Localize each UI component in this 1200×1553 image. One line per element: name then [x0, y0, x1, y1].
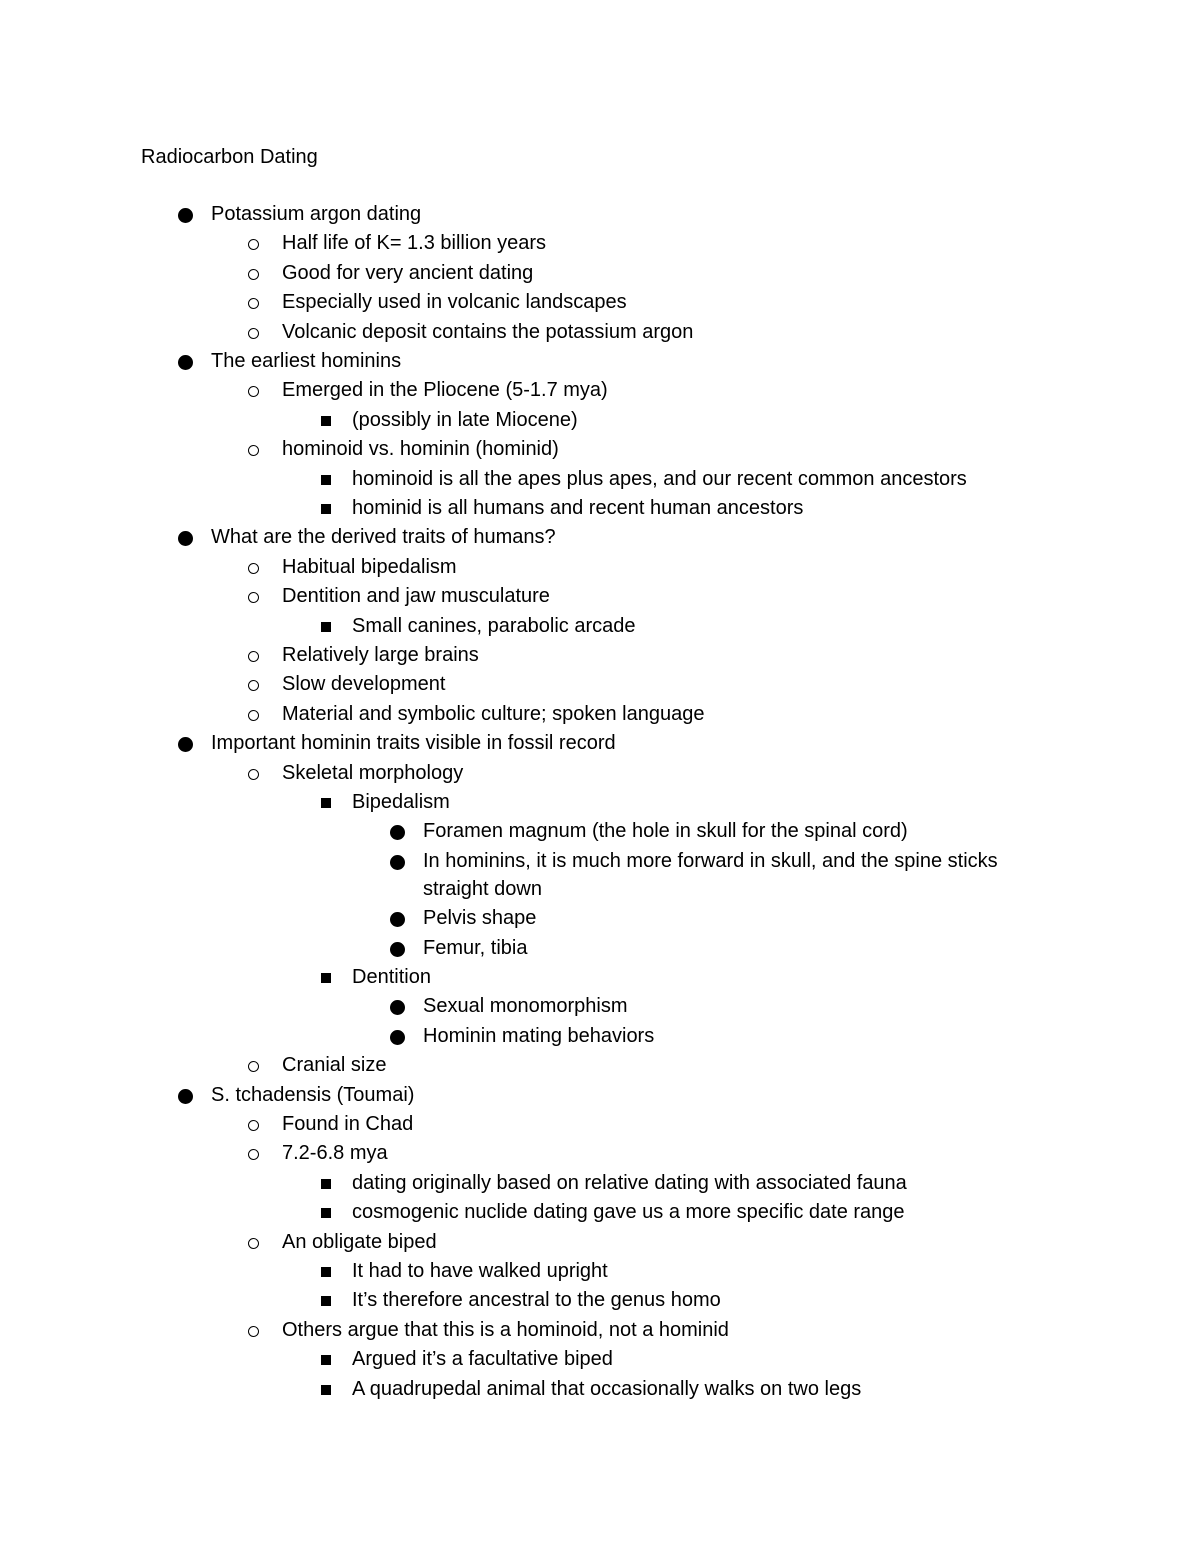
outline-item-text: Found in Chad: [282, 1112, 414, 1135]
outline-item-text: The earliest hominins: [211, 350, 402, 372]
outline-item-level-2: [0, 1139, 1200, 1168]
hollow-circle-bullet-icon: [248, 563, 259, 574]
square-bullet-icon: [321, 798, 331, 808]
square-bullet-icon: [321, 973, 331, 983]
hollow-circle-bullet-icon: [248, 1326, 259, 1337]
outline-item-level-2: [0, 1051, 1200, 1080]
outline-item-level-2: [0, 288, 1200, 317]
outline-item-level-2: [0, 582, 1200, 611]
filled-circle-bullet-icon: [390, 1000, 405, 1015]
hollow-circle-bullet-icon: [248, 328, 259, 339]
square-bullet-icon: [321, 416, 331, 426]
outline-item-level-3: [0, 1257, 1200, 1286]
filled-circle-bullet-icon: [390, 912, 405, 927]
outline-item-text: Small canines, parabolic arcade: [352, 614, 636, 637]
outline-item-level-3: [0, 1345, 1200, 1374]
hollow-circle-bullet-icon: [248, 769, 259, 780]
outline-item-text: Potassium argon dating: [211, 203, 422, 225]
outline-item-text: hominoid vs. hominin (hominid): [282, 438, 559, 461]
hollow-circle-bullet-icon: [248, 239, 259, 250]
outline-item-text: Relatively large brains: [282, 644, 479, 666]
outline-item-text: 7.2-6.8 mya: [282, 1142, 388, 1165]
hollow-circle-bullet-icon: [248, 651, 259, 662]
filled-circle-bullet-icon: [178, 1089, 193, 1104]
outline-item-text: Foramen magnum (the hole in skull for the spinal cord): [423, 820, 908, 843]
outline-item-level-3: [0, 406, 1200, 435]
hollow-circle-bullet-icon: [248, 1120, 259, 1131]
outline-item-level-2: [0, 759, 1200, 788]
outline-item-level-4: [0, 934, 1200, 963]
hollow-circle-bullet-icon: [248, 710, 259, 721]
outline-item-text: Sexual monomorphism: [423, 995, 628, 1018]
square-bullet-icon: [321, 1296, 331, 1306]
outline-item-text: In hominins, it is much more forward in skull, and the spine sticks: [423, 849, 998, 872]
hollow-circle-bullet-icon: [248, 1149, 259, 1160]
outline-item-text: Habitual bipedalism: [282, 555, 457, 578]
hollow-circle-bullet-icon: [248, 386, 259, 397]
document-title: Radiocarbon Dating: [141, 146, 318, 168]
outline-item-level-3: [0, 1375, 1200, 1404]
hollow-circle-bullet-icon: [248, 1061, 259, 1072]
hollow-circle-bullet-icon: [248, 1238, 259, 1249]
outline-item-level-3: [0, 465, 1200, 494]
filled-circle-bullet-icon: [390, 825, 405, 840]
hollow-circle-bullet-icon: [248, 269, 259, 280]
square-bullet-icon: [321, 475, 331, 485]
outline-item-level-4: [0, 817, 1200, 846]
outline-item-text: An obligate biped: [282, 1230, 437, 1253]
outline-item-level-1: [0, 523, 1200, 552]
outline-item-level-2: [0, 318, 1200, 347]
outline-item-text: Skeletal morphology: [282, 761, 464, 784]
outline-item-text: Especially used in volcanic landscapes: [282, 291, 627, 314]
outline-item-level-2: [0, 435, 1200, 464]
outline-item-text: Femur, tibia: [423, 936, 528, 959]
outline-item-level-2: [0, 1228, 1200, 1257]
outline-item-level-2: [0, 670, 1200, 699]
filled-circle-bullet-icon: [178, 355, 193, 370]
outline-item-text: What are the derived traits of humans?: [211, 526, 556, 549]
hollow-circle-bullet-icon: [248, 445, 259, 456]
outline-item-level-2: [0, 1316, 1200, 1345]
outline-item-text: Dentition and jaw musculature: [282, 585, 550, 608]
hollow-circle-bullet-icon: [248, 592, 259, 603]
filled-circle-bullet-icon: [178, 737, 193, 752]
outline-item-text: (possibly in late Miocene): [352, 408, 578, 431]
outline-item-text: A quadrupedal animal that occasionally walks on two legs: [352, 1377, 862, 1400]
outline-item-text: Material and symbolic culture; spoken language: [282, 702, 705, 725]
outline-item-level-2: [0, 229, 1200, 258]
outline-item-text: It’s therefore ancestral to the genus homo: [352, 1289, 721, 1312]
outline-item-level-2: [0, 1110, 1200, 1139]
outline-item-level-3: [0, 1286, 1200, 1315]
filled-circle-bullet-icon: [390, 1030, 405, 1045]
outline-item-level-4: [0, 992, 1200, 1021]
square-bullet-icon: [321, 504, 331, 514]
outline-item-text: Good for very ancient dating: [282, 261, 534, 284]
outline-item-text: dating originally based on relative dating with associated fauna: [352, 1171, 907, 1194]
outline-item-text: Cranial size: [282, 1054, 387, 1077]
filled-circle-bullet-icon: [390, 942, 405, 957]
outline-item-text: Others argue that this is a hominoid, not a hominid: [282, 1318, 729, 1341]
outline-item-text: Pelvis shape: [423, 907, 537, 930]
outline-item-level-3: [0, 1169, 1200, 1198]
outline-item-text: Emerged in the Pliocene (5-1.7 mya): [282, 379, 608, 402]
outline-item-level-1: [0, 200, 1200, 229]
outline-item-level-3: [0, 1198, 1200, 1227]
outline-item-text: Dentition: [352, 965, 431, 988]
outline-item-level-3: [0, 494, 1200, 523]
outline-item-text: hominoid is all the apes plus apes, and our recent common ancestors: [352, 467, 967, 490]
outline-item-text: Important hominin traits visible in fossil record: [211, 732, 616, 755]
outline-item-level-3: [0, 612, 1200, 641]
square-bullet-icon: [321, 1355, 331, 1365]
hollow-circle-bullet-icon: [248, 298, 259, 309]
outline-item-text: Half life of K= 1.3 billion years: [282, 232, 547, 255]
square-bullet-icon: [321, 1385, 331, 1395]
filled-circle-bullet-icon: [178, 208, 193, 223]
outline-item-level-3: [0, 788, 1200, 817]
square-bullet-icon: [321, 1208, 331, 1218]
outline-item-level-4: [0, 904, 1200, 933]
outline-item-text: hominid is all humans and recent human ancestors: [352, 497, 804, 519]
outline-item-level-1: [0, 347, 1200, 376]
outline-item-level-2: [0, 376, 1200, 405]
square-bullet-icon: [321, 1179, 331, 1189]
outline-item-level-4: [0, 847, 1200, 876]
filled-circle-bullet-icon: [178, 531, 193, 546]
outline-item-level-3: [0, 963, 1200, 992]
outline-item-text: Bipedalism: [352, 791, 450, 813]
outline-item-text: cosmogenic nuclide dating gave us a more specific date range: [352, 1201, 905, 1224]
outline-item-continuation: straight down: [423, 877, 542, 900]
outline-item-text: Slow development: [282, 673, 446, 696]
outline-item-text: It had to have walked upright: [352, 1259, 608, 1282]
square-bullet-icon: [321, 1267, 331, 1277]
outline-item-level-4: [0, 1022, 1200, 1051]
outline-item-level-2: [0, 553, 1200, 582]
outline-item-level-2: [0, 700, 1200, 729]
outline-item-level-1: [0, 1081, 1200, 1110]
outline-item-level-2: [0, 641, 1200, 670]
outline-item-level-2: [0, 259, 1200, 288]
outline-item-text: S. tchadensis (Toumai): [211, 1083, 415, 1106]
outline-item-text: Volcanic deposit contains the potassium argon: [282, 320, 694, 343]
square-bullet-icon: [321, 622, 331, 632]
filled-circle-bullet-icon: [390, 855, 405, 870]
outline-item-text: Argued it’s a facultative biped: [352, 1348, 613, 1371]
hollow-circle-bullet-icon: [248, 680, 259, 691]
outline-item-level-1: [0, 729, 1200, 758]
outline-item-text: Hominin mating behaviors: [423, 1024, 655, 1047]
